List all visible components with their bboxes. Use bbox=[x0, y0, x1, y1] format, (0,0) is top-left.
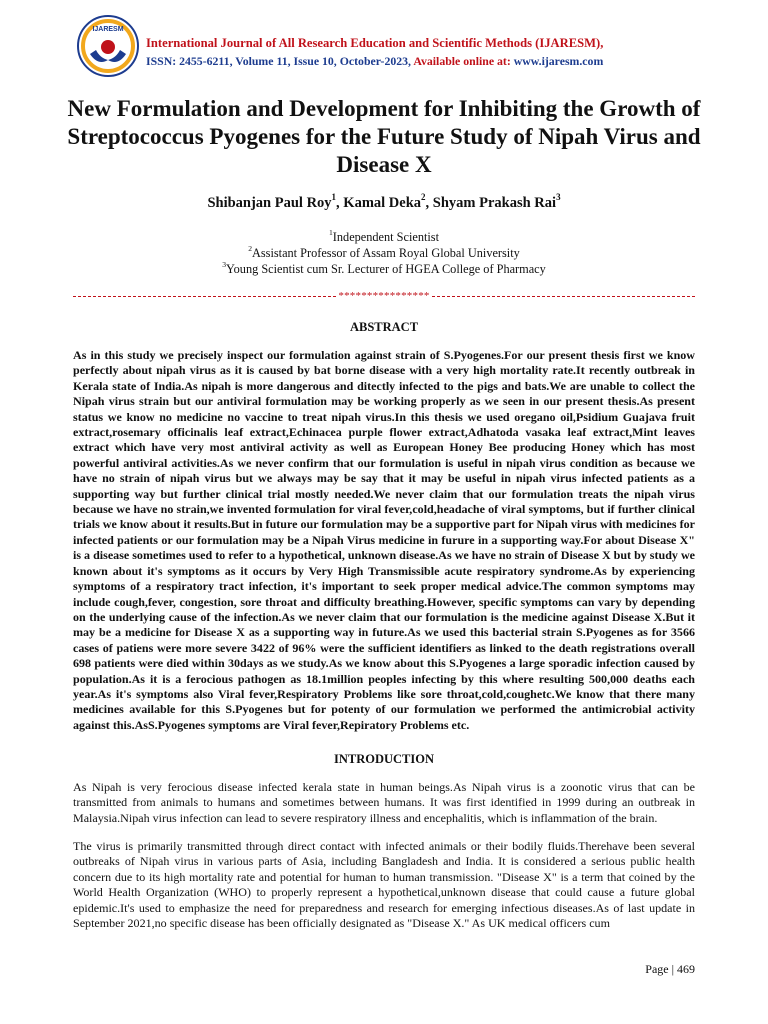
affiliation: $^2$Assistant Professor of Assam Royal Global University bbox=[248, 244, 520, 260]
introduction-heading: INTRODUCTION bbox=[333, 752, 434, 766]
journal-logo bbox=[76, 14, 140, 78]
author-affil-mark: 1 bbox=[331, 192, 337, 203]
author-affil-mark: 3 bbox=[556, 192, 561, 203]
page-number: Page | 469 bbox=[645, 962, 695, 976]
divider-stars: **************** bbox=[338, 290, 430, 302]
svg-text:IJARESM: IJARESM bbox=[92, 26, 124, 33]
abstract-body: As in this study we precisely inspect our formulation against strain of S.Pyogenes.For our present thesis first we know perfectly about nipah virus as it is caused by bat borne disease with a very high mortality rate.It recently outbreak in Kerala state of India.As nipah is more dangerous and ditectly infected to the pigs and bats.We are unable to collect the Nipah virus strain but our antiviral formulation may be working properly as we seen in our present thesis.As present status we know no medicine no vaccine to treat nipah virus.In this thesis we used oregano oil,Psidium Guajava fruit extract,rosemary officinalis leaf extract,Echinacea purple flower extract,Adhatoda vasaka leaf extract,Mint leaves extract which have very most antiviral activity as well as European Honey Bee producing Honey which has most powerful antiviral activities.As we never confirm that our formulation is useful in nipah virus condition as because we have no strain of nipah virus but we always may be say that it may be useful in nipah virus infected patients as a supporting way but further clinical trial mostly needed.We never claim that our formulation treats the nipah virus because we have no strain,we invented formulation for viral fever,cold,headache of viral symptoms, but if further clinical trials we know about it results.But in future our formulation may be a supportive part for Nipah virus with medicines for infected patients or our formulation may be a Nipah Virus medicine in furure in a supporting way.For about Disease X" is a disease sometimes used to refer to a hypothetical, unknown disease.As we have no strain of Disease X but by study we known about it's symptoms as it occurs by Very High Transmissible acute respiratory syndrome.As by experiencing symptoms of a respiratory tract infection, it's important to seek proper medical advice.The common symptoms may include cough,fever, congestion, sore throat and difficulty breathing.However, specific symptoms can vary by depending on the underlying cause of the infection.As we never claim that our formulation is the medicine against Disease X.But it may be a medicine for Disease X as a supporting way in future.As we used this bacterial strain S.Pyogenes as for 3566 cases of patiens were more severe 3422 of 96% were the sufficient identifiers as linked to the death registrations overall 698 patients were died within 30days as we study.As we know about this S.Pyogenes a large sporadic infection caused by population.As it is a ferocious pathogen as 18.1million peoples infecting by this where resulting 500,000 deaths each year.As it's symptoms also Viral fever,Respiratory Problems like sore throat,cold,coughetc.We know that there many medicines available for this S.Pyogenes but for potenty of our formulation we performed the antimicrobial activity against this.AsS.Pyogenes symptoms are Viral fever,Repiratory Problems etc. bbox=[73, 348, 695, 732]
section-divider bbox=[73, 290, 695, 302]
author-name: Shyam Prakash Rai bbox=[432, 195, 557, 211]
issn-text: ISSN: 2455-6211, Volume 11, Issue 10, October-2023, bbox=[146, 54, 412, 68]
author-affil-mark: 2 bbox=[421, 192, 426, 203]
author-name: Shibanjan Paul Roy bbox=[207, 195, 332, 211]
journal-name: International Journal of All Research Education and Scientific Methods (IJARESM), bbox=[146, 36, 604, 50]
affiliation: $^1$Independent Scientist bbox=[328, 228, 440, 244]
abstract-heading: ABSTRACT bbox=[349, 320, 419, 334]
journal-website-link[interactable]: www.ijaresm.com bbox=[513, 54, 604, 68]
introduction-paragraph: As Nipah is very ferocious disease infected kerala state in human beings.As Nipah virus is a zoonotic virus that can be transmitted from animals to humans and sometimes between humans. It was first identified in 1999 during an outbreak in Malaysia.Nipah virus infection can lead to severe respiratory illness and encephalitis, which is inflammation of the brain. bbox=[73, 780, 695, 825]
affiliation-list bbox=[60, 229, 708, 277]
paper-title: New Formulation and Development for Inhibiting the Growth of Streptococcus Pyogenes for the Future Study of Nipah Virus and Disease X bbox=[67, 96, 701, 177]
author-name: Kamal Deka bbox=[343, 195, 422, 211]
author-list: Shibanjan Paul Roy$^1$, Kamal Deka$^2$, Shyam Prakash Rai$^3$ bbox=[207, 192, 561, 211]
introduction-paragraph: The virus is primarily transmitted through direct contact with infected animals or their bodily fluids.Therehave been several outbreaks of Nipah virus in various parts of Asia, including Bangladesh and India. It is considered a serious public health concern due to its high mortality rate and potential for human to human transmission. "Disease X" is a term that coined by the World Health Organization (WHO) to properly represent a hypothetical,unknown disease that could cause a future global epidemic.It's used to emphasize the need for preparedness and research for emerging infectious diseases.As of last update in September 2021,no specific disease has been officially designated as "Disease X." As UK medical officers cum bbox=[73, 839, 695, 931]
available-text: Available online at: bbox=[413, 54, 511, 68]
journal-issn-line bbox=[146, 54, 603, 69]
affiliation: $^3$Young Scientist cum Sr. Lecturer of HGEA College of Pharmacy bbox=[222, 260, 546, 276]
